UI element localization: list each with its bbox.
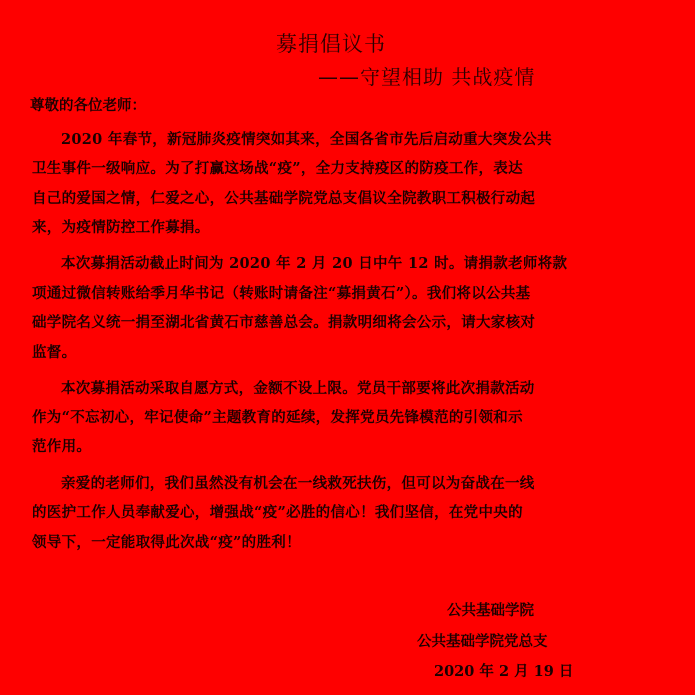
paragraph-3-line-1: 本次募捐活动采取自愿方式，金额不设上限。党员干部要将此次捐款活动	[61, 380, 535, 397]
paragraph-3-line-3: 范作用。	[32, 438, 92, 455]
greeting: 尊敬的各位老师：	[30, 97, 146, 114]
paragraph-1-line-2: 卫生事件一级响应。为了打赢这场战“疫”，全力支持疫区的防疫工作，表达	[32, 160, 523, 177]
paragraph-2-line-2: 项通过微信转账给季月华书记（转账时请备注“募捐黄石”）。我们将以公共基	[32, 285, 531, 302]
paragraph-2-line-1: 本次募捐活动截止时间为 2020 年 2 月 20 日中午 12 时。请捐款老师将款	[61, 255, 568, 272]
signature-branch: 公共基础学院党总支	[417, 633, 548, 650]
paragraph-1-line-1: 2020 年春节，新冠肺炎疫情突如其来，全国各省市先后启动重大突发公共	[61, 131, 552, 148]
paragraph-2-line-3: 础学院名义统一捐至湖北省黄石市慈善总会。捐款明细将会公示，请大家核对	[32, 314, 536, 331]
paragraph-4-line-2: 的医护工作人员奉献爱心，增强战“疫”必胜的信心！我们坚信，在党中央的	[32, 504, 523, 521]
signature-date: 2020 年 2 月 19 日	[434, 663, 574, 680]
paragraph-1-line-3: 自己的爱国之情，仁爱之心，公共基础学院党总支倡议全院教职工积极行动起	[32, 190, 536, 207]
document-subtitle: ——守望相助 共战疫情	[318, 65, 536, 89]
paragraph-3-line-2: 作为“不忘初心，牢记使命”主题教育的延续，发挥党员先锋模范的引领和示	[32, 409, 523, 426]
paragraph-1-line-4: 来，为疫情防控工作募捐。	[32, 219, 210, 236]
document-title: 募捐倡议书	[276, 32, 386, 56]
paragraph-4-line-3: 领导下，一定能取得此次战“疫”的胜利！	[32, 534, 301, 551]
paragraph-2-line-4: 监督。	[32, 344, 77, 361]
signature-org: 公共基础学院	[447, 602, 534, 619]
paragraph-4-line-1: 亲爱的老师们，我们虽然没有机会在一线救死扶伤，但可以为奋战在一线	[61, 475, 535, 492]
